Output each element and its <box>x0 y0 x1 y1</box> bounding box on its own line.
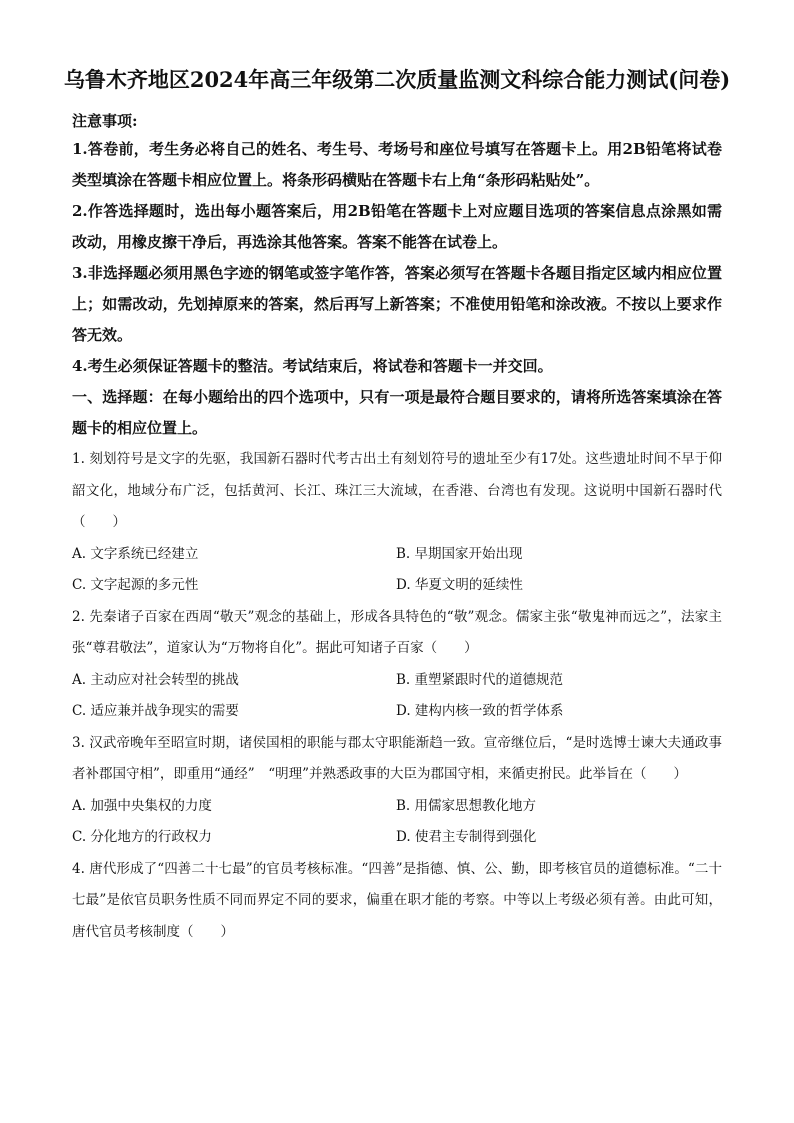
notice-item: 2.作答选择题时，选出每小题答案后，用2B铅笔在答题卡上对应题目选项的答案信息点涂黑如需改动，用橡皮擦干净后，再选涂其他答案。答案不能答在试卷上。 <box>72 202 722 251</box>
question-3 <box>72 728 722 854</box>
option-a: A. 文字系统已经建立 <box>72 545 199 562</box>
option-d: D. 使君主专制得到强化 <box>396 829 537 845</box>
option-c: C. 分化地方的行政权力 <box>72 829 212 845</box>
option-b: B. 重塑紧跟时代的道德规范 <box>396 671 564 688</box>
option-list <box>72 539 722 602</box>
option-list <box>72 665 722 728</box>
page-title: 乌鲁木齐地区2024年高三年级第二次质量监测文科综合能力测试(问卷) <box>63 67 731 92</box>
notice-item: 3.非选择题必须用黑色字迹的钢笔或签字笔作答，答案必须写在答题卡各题目指定区域内相应位置上；如需改动，先划掉原来的答案，然后再写上新答案；不准使用铅笔和涂改液。不按以上要求作答无效。 <box>72 264 722 344</box>
section-heading: 一、选择题：在每小题给出的四个选项中，只有一项是最符合题目要求的，请将所选答案填涂在答题卡的相应位置上。 <box>72 388 722 437</box>
question-stem: 4. 唐代形成了“四善二十七最”的官员考核标准。“四善”是指德、慎、公、勤，即考核官员的道德标准。“二十七最”是依官员职务性质不同而界定不同的要求，偏重在职才能的考察。中等以上考级必须有善。由此可知，唐代官员考核制度（ ） <box>72 860 722 940</box>
question-stem: 1. 刻划符号是文字的先驱，我国新石器时代考古出土有刻划符号的遗址至少有17处。这些遗址时间不早于仰韶文化，地域分布广泛，包括黄河、长江、珠江三大流域，在香港、台湾也有发现。这说明中国新石器时代（ ） <box>72 451 722 530</box>
option-d: D. 建构内核一致的哲学体系 <box>396 703 564 719</box>
option-d: D. 华夏文明的延续性 <box>396 577 523 593</box>
notice-heading: 注意事项: <box>72 112 138 130</box>
question-stem: 2. 先秦诸子百家在西周“敬天”观念的基础上，形成各具特色的“敬”观念。儒家主张“敬鬼神而远之”，法家主张“尊君敬法”，道家认为“万物将自化”。据此可知诸子百家（ ） <box>72 608 722 656</box>
option-b: B. 早期国家开始出现 <box>396 545 523 562</box>
question-1 <box>72 444 722 602</box>
notice-item: 4.考生必须保证答题卡的整洁。考试结束后，将试卷和答题卡一并交回。 <box>72 357 553 375</box>
notice-item: 1.答卷前，考生务必将自己的姓名、考生号、考场号和座位号填写在答题卡上。用2B铅笔将试卷类型填涂在答题卡相应位置上。将条形码横贴在答题卡右上角“条形码粘贴处”。 <box>72 140 722 189</box>
option-c: C. 适应兼并战争现实的需要 <box>72 703 239 719</box>
exam-page <box>63 60 731 948</box>
question-2 <box>72 602 722 728</box>
question-stem: 3. 汉武帝晚年至昭宣时期，诸侯国相的职能与郡太守职能渐趋一致。宣帝继位后，“是时选博士谏大夫通政事者补郡国守相”，即重用“通经” “明理”并熟悉政事的大臣为郡国守相，来循吏拊民。此举旨在（ ） <box>72 734 722 782</box>
option-a: A. 加强中央集权的力度 <box>72 797 212 814</box>
option-list <box>72 791 722 854</box>
option-c: C. 文字起源的多元性 <box>72 577 199 593</box>
option-b: B. 用儒家思想教化地方 <box>396 797 537 814</box>
question-4 <box>72 854 722 949</box>
option-a: A. 主动应对社会转型的挑战 <box>72 671 239 688</box>
